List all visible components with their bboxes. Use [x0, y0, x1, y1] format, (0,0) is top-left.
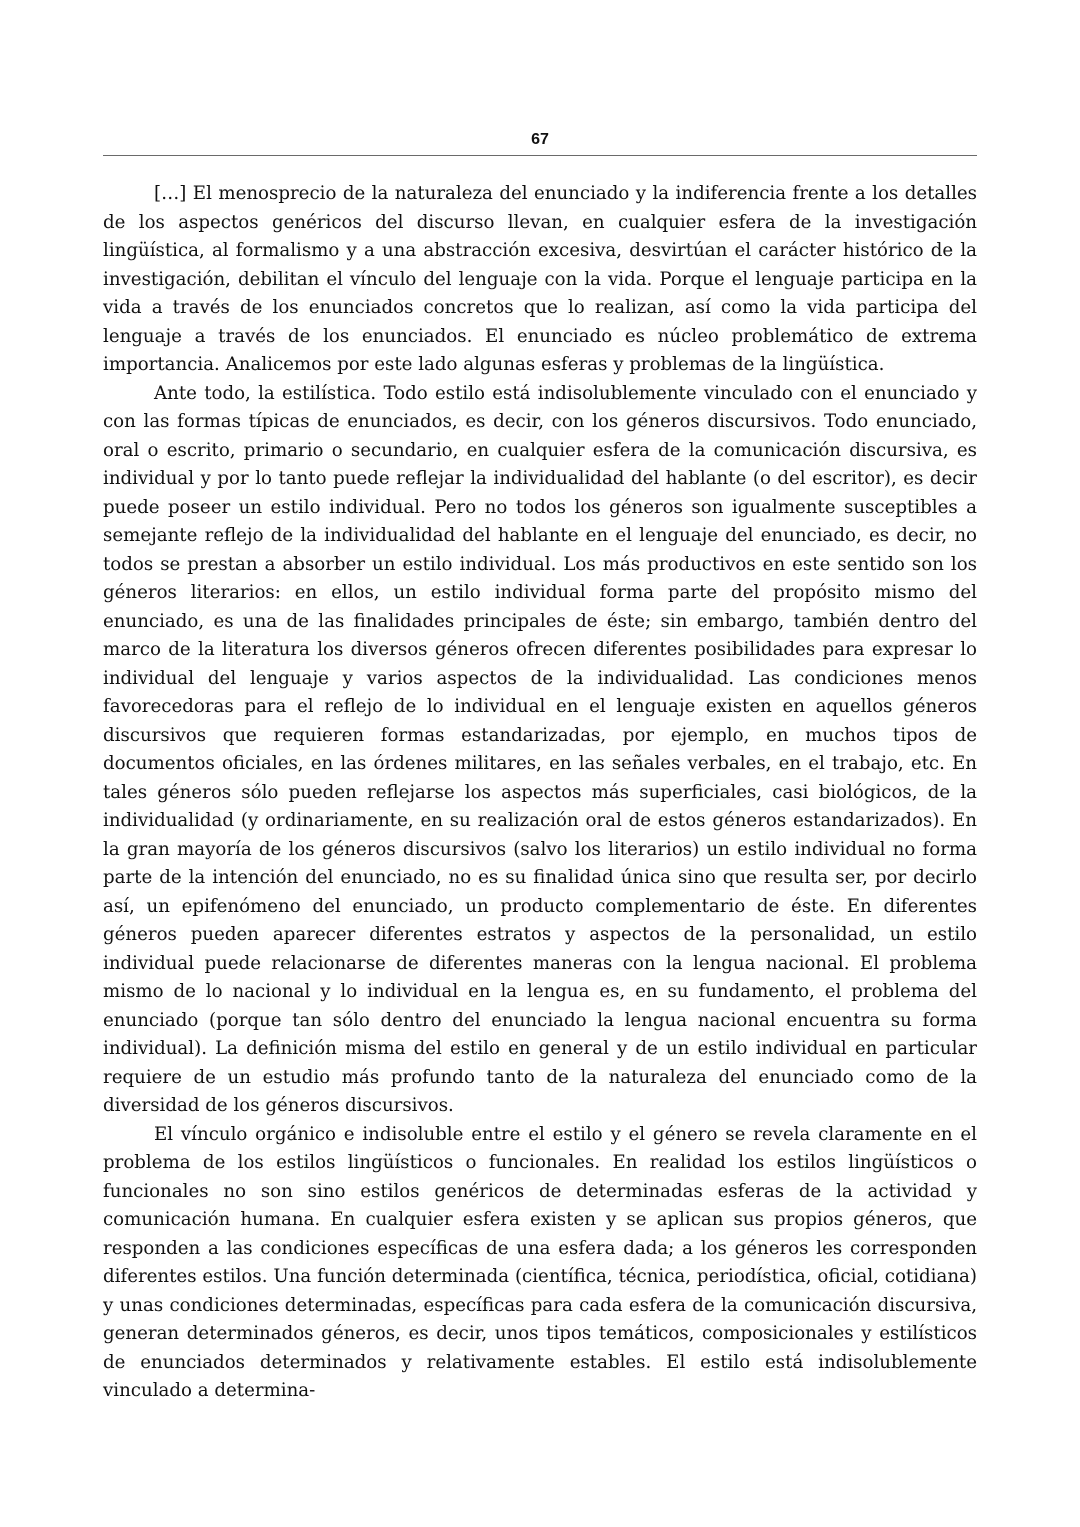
body-text — [103, 180, 977, 1406]
paragraph: […] El menosprecio de la naturaleza del enunciado y la indiferencia frente a los detalles de los aspectos genéricos del discurso llevan, en cualquier esfera de la investigación lingüística, al formalismo y a una abstracción excesiva, desvirtúan el carácter histórico de la investigación, debilitan el vínculo del lenguaje con la vida. Porque el lenguaje participa en la vida a través de los enunciados concretos que lo realizan, así como la vida participa del lenguaje a través de los enunciados. El enunciado es núcleo problemático de extrema importancia. Analicemos por este lado algunas esferas y problemas de la lingüística. — [103, 183, 977, 375]
page-header — [103, 130, 977, 156]
paragraph: Ante todo, la estilística. Todo estilo está indisolublemente vinculado con el enunciado y con las formas típicas de enunciados, es decir, con los géneros discursivos. Todo enunciado, oral o escrito, primario o secundario, en cualquier esfera de la comunicación discursiva, es individual y por lo tanto puede reflejar la individualidad del hablante (o del escritor), es decir puede poseer un estilo individual. Pero no todos los géneros son igualmente susceptibles a semejante reflejo de la individualidad del hablante en el lenguaje del enunciado, es decir, no todos se prestan a absorber un estilo individual. Los más productivos en este sentido son los géneros literarios: en ellos, un estilo individual forma parte del propósito mismo del enunciado, es una de las finalidades principales de éste; sin embargo, también dentro del marco de la literatura los diversos géneros ofrecen diferentes posibilidades para expresar lo individual del lenguaje y varios aspectos de la individualidad. Las condiciones menos favorecedoras para el reflejo de lo individual en el lenguaje existen en aquellos géneros discursivos que requieren formas estandarizadas, por ejemplo, en muchos tipos de documentos oficiales, en las órdenes militares, en las señales verbales, en el trabajo, etc. En tales géneros sólo pueden reflejarse los aspectos más superficiales, casi biológicos, de la individualidad (y ordinariamente, en su realización oral de estos géneros estandarizados). En la gran mayoría de los géneros discursivos (salvo los literarios) un estilo individual no forma parte de la intención del enunciado, no es su finalidad única sino que resulta ser, por decirlo así, un epifenómeno del enunciado, un producto complementario de éste. En diferentes géneros pueden aparecer diferentes estratos y aspectos de la personalidad, un estilo individual puede relacionarse de diferentes maneras con la lengua nacional. El problema mismo de lo nacional y lo individual en la lengua es, en su fundamento, el problema del enunciado (porque tan sólo dentro del enunciado la lengua nacional encuentra su forma individual). La definición misma del estilo en general y de un estilo individual en particular requiere de un estudio más profundo tanto de la naturaleza del enunciado como de la diversidad de los géneros discursivos. — [103, 382, 977, 1116]
page-number: 67 — [531, 131, 549, 148]
paragraph: El vínculo orgánico e indisoluble entre el estilo y el género se revela claramente en el problema de los estilos lingüísticos o funcionales. En realidad los estilos lingüísticos o funcionales no son sino estilos genéricos de determinadas esferas de la actividad y comunicación humana. En cualquier esfera existen y se aplican sus propios géneros, que responden a las condiciones específicas de una esfera dada; a los géneros les corresponden diferentes estilos. Una función determinada (científica, técnica, periodística, oficial, cotidiana) y unas condiciones determinadas, específicas para cada esfera de la comunicación discursiva, generan determinados géneros, es decir, unos tipos temáticos, composicionales y estilísticos de enunciados determinados y relativamente estables. El estilo está indisolublemente vinculado a determina- — [103, 1123, 977, 1401]
